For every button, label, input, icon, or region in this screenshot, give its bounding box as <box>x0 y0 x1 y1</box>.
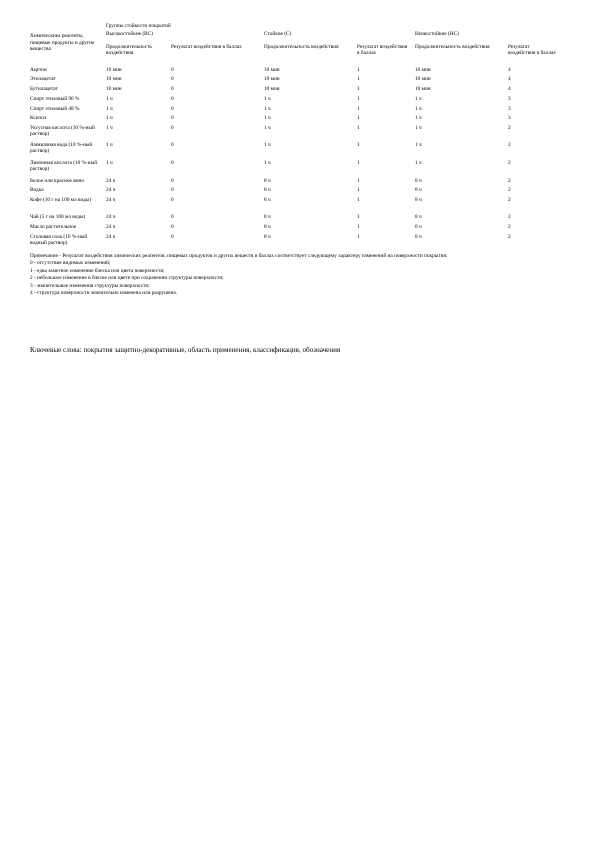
row-label: Столовая соль (10 %-ный водный раствор) <box>30 234 88 247</box>
table-cell: 8 ч <box>264 197 271 203</box>
table-cell: 4 <box>508 67 511 73</box>
col-exposure-ns: Продолжительность воздействия <box>415 44 490 50</box>
table-cell: 10 мин <box>415 67 431 73</box>
table-cell: 0 <box>171 142 174 148</box>
table-cell: 1 ч <box>415 160 422 166</box>
table-cell: 1 ч <box>264 142 271 148</box>
table-cell: 24 ч <box>106 187 116 193</box>
group-title-ns: Низкостойкие (НС) <box>415 31 459 37</box>
row-label: Чай (5 г на 100 мл воды) <box>30 214 86 220</box>
table-cell: 1 <box>357 125 360 131</box>
table-cell: 1 ч <box>106 142 113 148</box>
row-label: Масло растительное <box>30 224 77 230</box>
table-cell: 1 ч <box>106 96 113 102</box>
table-cell: 24 ч <box>106 214 116 220</box>
table-cell: 1 <box>357 234 360 240</box>
group-title-s: Стойкие (С) <box>264 31 292 37</box>
table-cell: 0 <box>171 125 174 131</box>
table-cell: 8 ч <box>415 224 422 230</box>
table-cell: 1 <box>357 224 360 230</box>
row-label: Спирт этиловый 96 % <box>30 96 80 102</box>
table-cell: 8 ч <box>415 197 422 203</box>
table-cell: 3 <box>508 106 511 112</box>
row-label: Бутилацетат <box>30 86 58 92</box>
table-cell: 0 <box>171 96 174 102</box>
table-cell: 8 ч <box>415 178 422 184</box>
row-label: Лимонная кислота (10 %-ный раствор) <box>30 160 98 173</box>
table-cell: 24 ч <box>106 224 116 230</box>
table-cell: 8 ч <box>264 178 271 184</box>
notes-block <box>30 253 565 297</box>
table-cell: 4 <box>508 76 511 82</box>
note-line: 4 - структура поверхности значительно изменена или разрушена. <box>30 290 178 297</box>
table-cell: 8 ч <box>264 224 271 230</box>
table-cell: 2 <box>508 142 511 148</box>
table-cell: 2 <box>508 187 511 193</box>
table-cell: 1 <box>357 142 360 148</box>
table-cell: 1 <box>357 67 360 73</box>
table-cell: 8 ч <box>264 234 271 240</box>
table-cell: 1 ч <box>415 125 422 131</box>
table-cell: 1 <box>357 197 360 203</box>
table-cell: 1 <box>357 96 360 102</box>
row-label: Спирт этиловый 48 % <box>30 106 80 112</box>
table-cell: 1 ч <box>415 96 422 102</box>
table-cell: 1 ч <box>415 106 422 112</box>
row-label: Ацетон <box>30 67 47 73</box>
table-cell: 8 ч <box>415 214 422 220</box>
table-cell: 4 <box>508 86 511 92</box>
table-cell: 1 ч <box>106 125 113 131</box>
table-cell: 2 <box>508 160 511 166</box>
note-line: 2 - небольшое изменение в блеске или цвете при сохранении структуры поверхности; <box>30 275 224 282</box>
table-cell: 10 мин <box>264 67 280 73</box>
table-cell: 1 <box>357 86 360 92</box>
table-cell: 1 <box>357 187 360 193</box>
table-cell: 1 ч <box>415 115 422 121</box>
note-line: 1 - едва заметное изменение блеска или цвета поверхности; <box>30 267 165 274</box>
table-cell: 0 <box>171 115 174 121</box>
table-cell: 1 <box>357 214 360 220</box>
table-cell: 0 <box>171 224 174 230</box>
table-cell: 10 мин <box>106 76 122 82</box>
group-header: Группы стойкости покрытий <box>106 23 171 29</box>
table-cell: 1 ч <box>106 106 113 112</box>
table-cell: 1 ч <box>264 125 271 131</box>
table-cell: 10 мин <box>415 76 431 82</box>
table-cell: 10 мин <box>106 86 122 92</box>
table-cell: 1 <box>357 106 360 112</box>
table-cell: 0 <box>171 178 174 184</box>
keywords: Ключевые слова: покрытия защитно-декоративные, область применения, классификация, обозначения <box>30 346 341 354</box>
row-label: Белое или красное вино <box>30 178 85 184</box>
row-label: Водка <box>30 187 44 193</box>
table-cell: 3 <box>508 115 511 121</box>
table-cell: 24 ч <box>106 234 116 240</box>
table-cell: 2 <box>508 178 511 184</box>
note-line: 0 - отсутствие видимых изменений; <box>30 260 111 267</box>
table-cell: 1 <box>357 160 360 166</box>
table-cell: 0 <box>171 67 174 73</box>
table-cell: 3 <box>508 96 511 102</box>
col-exposure-vs: Продолжительность воздействия <box>106 44 152 57</box>
table-cell: 10 мин <box>264 86 280 92</box>
table-cell: 8 ч <box>264 214 271 220</box>
row-header: Химическиеа реагенты, пищевые продукты и другие вещества <box>30 33 95 53</box>
table-cell: 2 <box>508 224 511 230</box>
row-label: Этилацетат <box>30 76 56 82</box>
col-exposure-s: Продолжительность воздействия <box>264 44 339 50</box>
row-label: Аммиачная вода (10 %-ный раствор) <box>30 142 93 155</box>
table-cell: 1 ч <box>106 160 113 166</box>
table-cell: 1 ч <box>264 106 271 112</box>
table-cell: 10 мин <box>264 76 280 82</box>
table-cell: 2 <box>508 234 511 240</box>
row-label: Кофе (10 г на 100 мл воды) <box>30 197 91 203</box>
row-label: Ксилол <box>30 115 47 121</box>
table-cell: 1 ч <box>106 115 113 121</box>
table-cell: 8 ч <box>415 234 422 240</box>
group-title-vs: Высокостойкие (ВС) <box>106 31 153 37</box>
table-cell: 1 ч <box>264 160 271 166</box>
table-cell: 0 <box>171 234 174 240</box>
table-cell: 1 ч <box>264 115 271 121</box>
table-cell: 0 <box>171 106 174 112</box>
table-cell: 0 <box>171 76 174 82</box>
table-cell: 8 ч <box>264 187 271 193</box>
table-cell: 0 <box>171 197 174 203</box>
table-cell: 2 <box>508 214 511 220</box>
table-cell: 24 ч <box>106 197 116 203</box>
table-cell: 1 ч <box>415 142 422 148</box>
table-cell: 10 мин <box>415 86 431 92</box>
table-cell: 0 <box>171 86 174 92</box>
table-cell: 1 <box>357 76 360 82</box>
table-cell: 1 ч <box>264 96 271 102</box>
table-cell: 1 <box>357 178 360 184</box>
table-cell: 1 <box>357 115 360 121</box>
table-cell: 0 <box>171 187 174 193</box>
table-cell: 2 <box>508 125 511 131</box>
table-cell: 24 ч <box>106 178 116 184</box>
table-cell: 0 <box>171 160 174 166</box>
table-cell: 2 <box>508 197 511 203</box>
col-result-vs: Результат воздействия в баллах <box>171 44 242 50</box>
table-cell: 0 <box>171 214 174 220</box>
note-line: 3 - значительные изменения структуры поверхности; <box>30 282 150 289</box>
col-result-ns: Результат воздействия в баллах <box>508 44 556 57</box>
table-cell: 8 ч <box>415 187 422 193</box>
table-cell: 10 мин <box>106 67 122 73</box>
row-label: Уксусная кислота (10 %-ный раствор) <box>30 125 95 138</box>
note-line: Примечание - Результат воздействия химических реагентов, пищевых продуктов и других веществ в баллах соответствует следующему характеру изменений на поверхности покрытия: <box>30 253 448 259</box>
col-result-s: Результат воздействия в баллах <box>357 44 408 57</box>
